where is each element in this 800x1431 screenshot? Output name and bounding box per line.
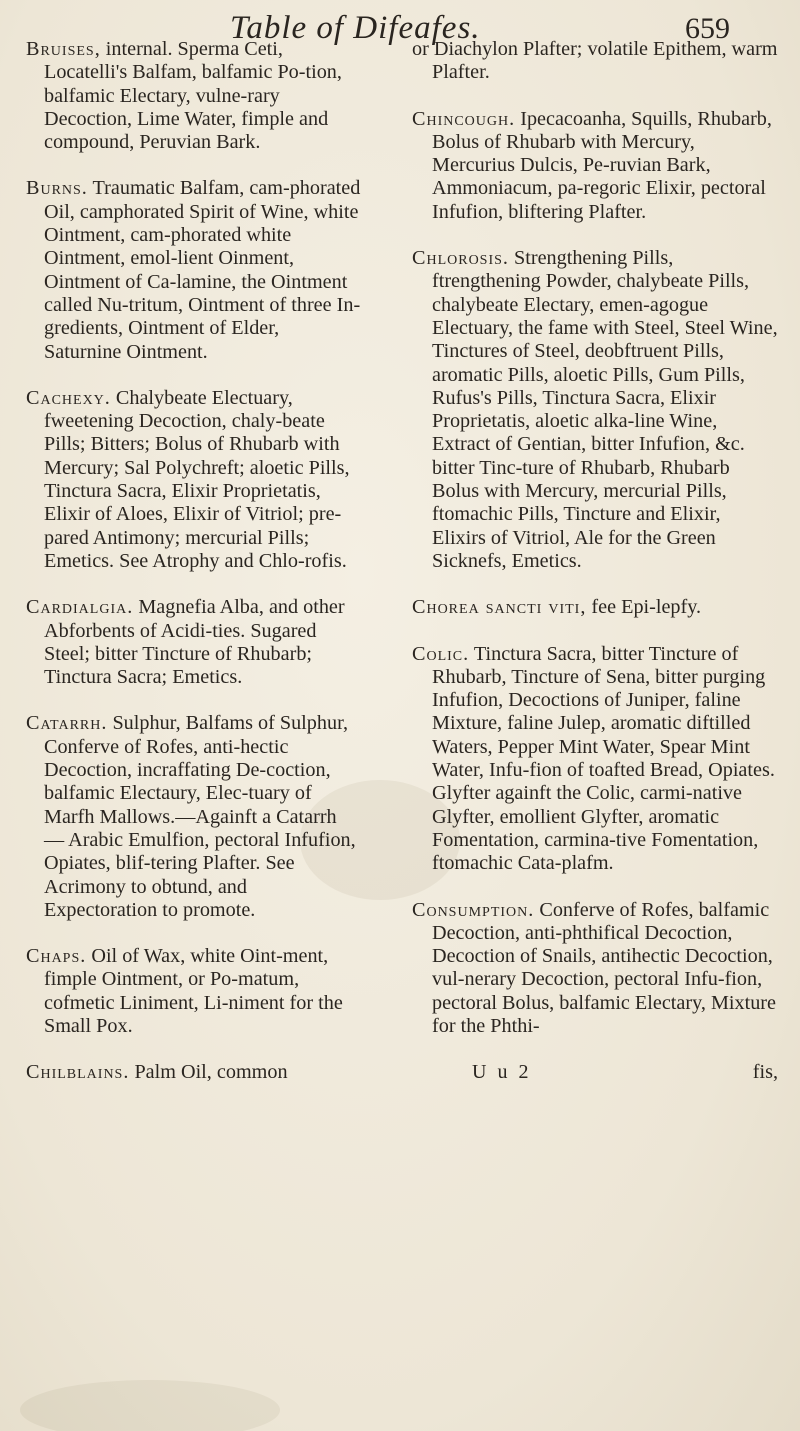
entry-remedies: Sulphur, Balfams of Sulphur, Conferve of Rofes, anti-hectic Decoction, incraffating De-coction, balfamic Electaury, Elec-tuary of Marfh Mallows.—Againft a Catarrh — Arabic Emulfion, pectoral Infufion, Opiates, blif-tering Plafter. See Acrimony to obtund, and Expectoration to promote.	[44, 712, 356, 921]
entry-remedies: Tinctura Sacra, bitter Tincture of Rhubarb, Tincture of Sena, bitter purging Infufion, Decoctions of Juniper, faline Mixture, faline Julep, aromatic diftilled Waters, Pepper Mint Water, Spear Mint Water, Infu-fion of toafted Bread, Opiates. Glyfter againft the Colic, carmi-native Glyfter, emollient Glyfter, aromatic Fomentation, carmina-tive Fomentation, ftomachic Cata-plafm.	[432, 642, 775, 875]
entry-remedies: Traumatic Balfam, cam-phorated Oil, camphorated Spirit of Wine, white Ointment, cam-phorated white Ointment, emol-lient Oinment, Ointment of Ca-lamine, the Ointment called Nu-tritum, Ointment of three In-gredients, Ointment of Elder, Saturnine Ointment.	[44, 177, 361, 363]
page-footer	[412, 1061, 778, 1084]
index-entry	[26, 945, 361, 1038]
entry-heading: Colic.	[412, 642, 470, 665]
index-entry	[26, 1061, 361, 1084]
entry-remedies: Oil of Wax, white Oint-ment, fimple Ointment, or Po-matum, cofmetic Liniment, Li-niment for the Small Pox.	[44, 945, 343, 1037]
entry-remedies: fee Epi-lepfy.	[591, 596, 702, 619]
entry-remedies: internal. Sperma Ceti, Locatelli's Balfam, balfamic Po-tion, balfamic Electary, vulne-rary Decoction, Lime Water, fimple and compound, Peruvian Bark.	[44, 38, 342, 154]
entry-heading: Catarrh.	[26, 712, 108, 735]
index-entry	[412, 899, 778, 1039]
signature-mark: U u 2	[472, 1061, 532, 1084]
entry-remedies: Strengthening Pills, ftrengthening Powder, chalybeate Pills, chalybeate Electary, emen-agogue Electuary, the fame with Steel, Steel Wine, Tinctures of Steel, deobftruent Pills, aromatic Pills, aloetic Pills, Gum Pills, Rufus's Pills, Tinctura Sacra, Elixir Proprietatis, aloetic alka-line Wine, Extract of Gentian, bitter Infufion, &c. bitter Tinc-ture of Rhubarb, Rhubarb Bolus with Mercury, mercurial Pills, ftomachic Pills, Tincture and Elixir, Elixirs of Vitriol, Ale for the Green Sicknefs, Emetics.	[432, 247, 778, 572]
entry-remedies: or Diachylon Plafter; volatile Epithem, warm Plafter.	[412, 38, 778, 84]
index-entry	[26, 712, 361, 922]
entry-remedies: Chalybeate Electuary, fweetening Decoction, chaly-beate Pills; Bitters; Bolus of Rhubarb with Mercury; Sal Polychreft; aloetic Pills, Tinctura Sacra, Elixir Proprietatis, Elixir of Aloes, Elixir of Vitriol; pre-pared Antimony; mercurial Pills; Emetics. See Atrophy and Chlo-rofis.	[44, 386, 350, 572]
left-column	[26, 38, 361, 1108]
index-entry	[412, 38, 778, 85]
index-entry	[26, 38, 361, 154]
right-column	[412, 38, 778, 1085]
index-entry	[26, 596, 361, 689]
entry-heading: Chaps.	[26, 945, 87, 968]
entry-heading: Consumption.	[412, 898, 535, 921]
entry-heading: Cachexy.	[26, 386, 111, 409]
catchword: fis,	[752, 1061, 778, 1084]
page-number: 659	[685, 12, 730, 45]
entry-heading: Cardialgia.	[26, 596, 134, 619]
entry-heading: Bruises,	[26, 38, 101, 60]
entry-heading: Chilblains.	[26, 1061, 130, 1084]
index-entry	[412, 108, 778, 224]
entry-remedies: Conferve of Rofes, balfamic Decoction, anti-phthifical Decoction, Decoction of Snails, antihectic Decoction, vul-nerary Decoction, pectoral Infu-fion, pectoral Bolus, balfamic Electary, Mixture for the Phthi-	[432, 898, 776, 1037]
index-entry	[412, 247, 778, 573]
entry-heading: Chorea sancti viti,	[412, 596, 587, 619]
running-title: Table of Difeafes.	[230, 10, 481, 46]
index-entry	[26, 177, 361, 363]
entry-heading: Burns.	[26, 177, 88, 200]
entry-heading: Chincough.	[412, 107, 516, 130]
paper-stain	[20, 1380, 280, 1431]
index-entry	[26, 387, 361, 573]
entry-remedies: Ipecacoanha, Squills, Rhubarb, Bolus of Rhubarb with Mercury, Mercurius Dulcis, Pe-ruvian Bark, Ammoniacum, pa-regoric Elixir, pectoral Infufion, bliftering Plafter.	[432, 107, 772, 223]
index-entry	[412, 596, 778, 619]
index-entry	[412, 643, 778, 876]
entry-heading: Chlorosis.	[412, 247, 509, 270]
entry-remedies: Magnefia Alba, and other Abforbents of Acidi-ties. Sugared Steel; bitter Tincture of Rhubarb; Tinctura Sacra; Emetics.	[44, 596, 345, 689]
entry-remedies: Palm Oil, common	[134, 1061, 288, 1084]
